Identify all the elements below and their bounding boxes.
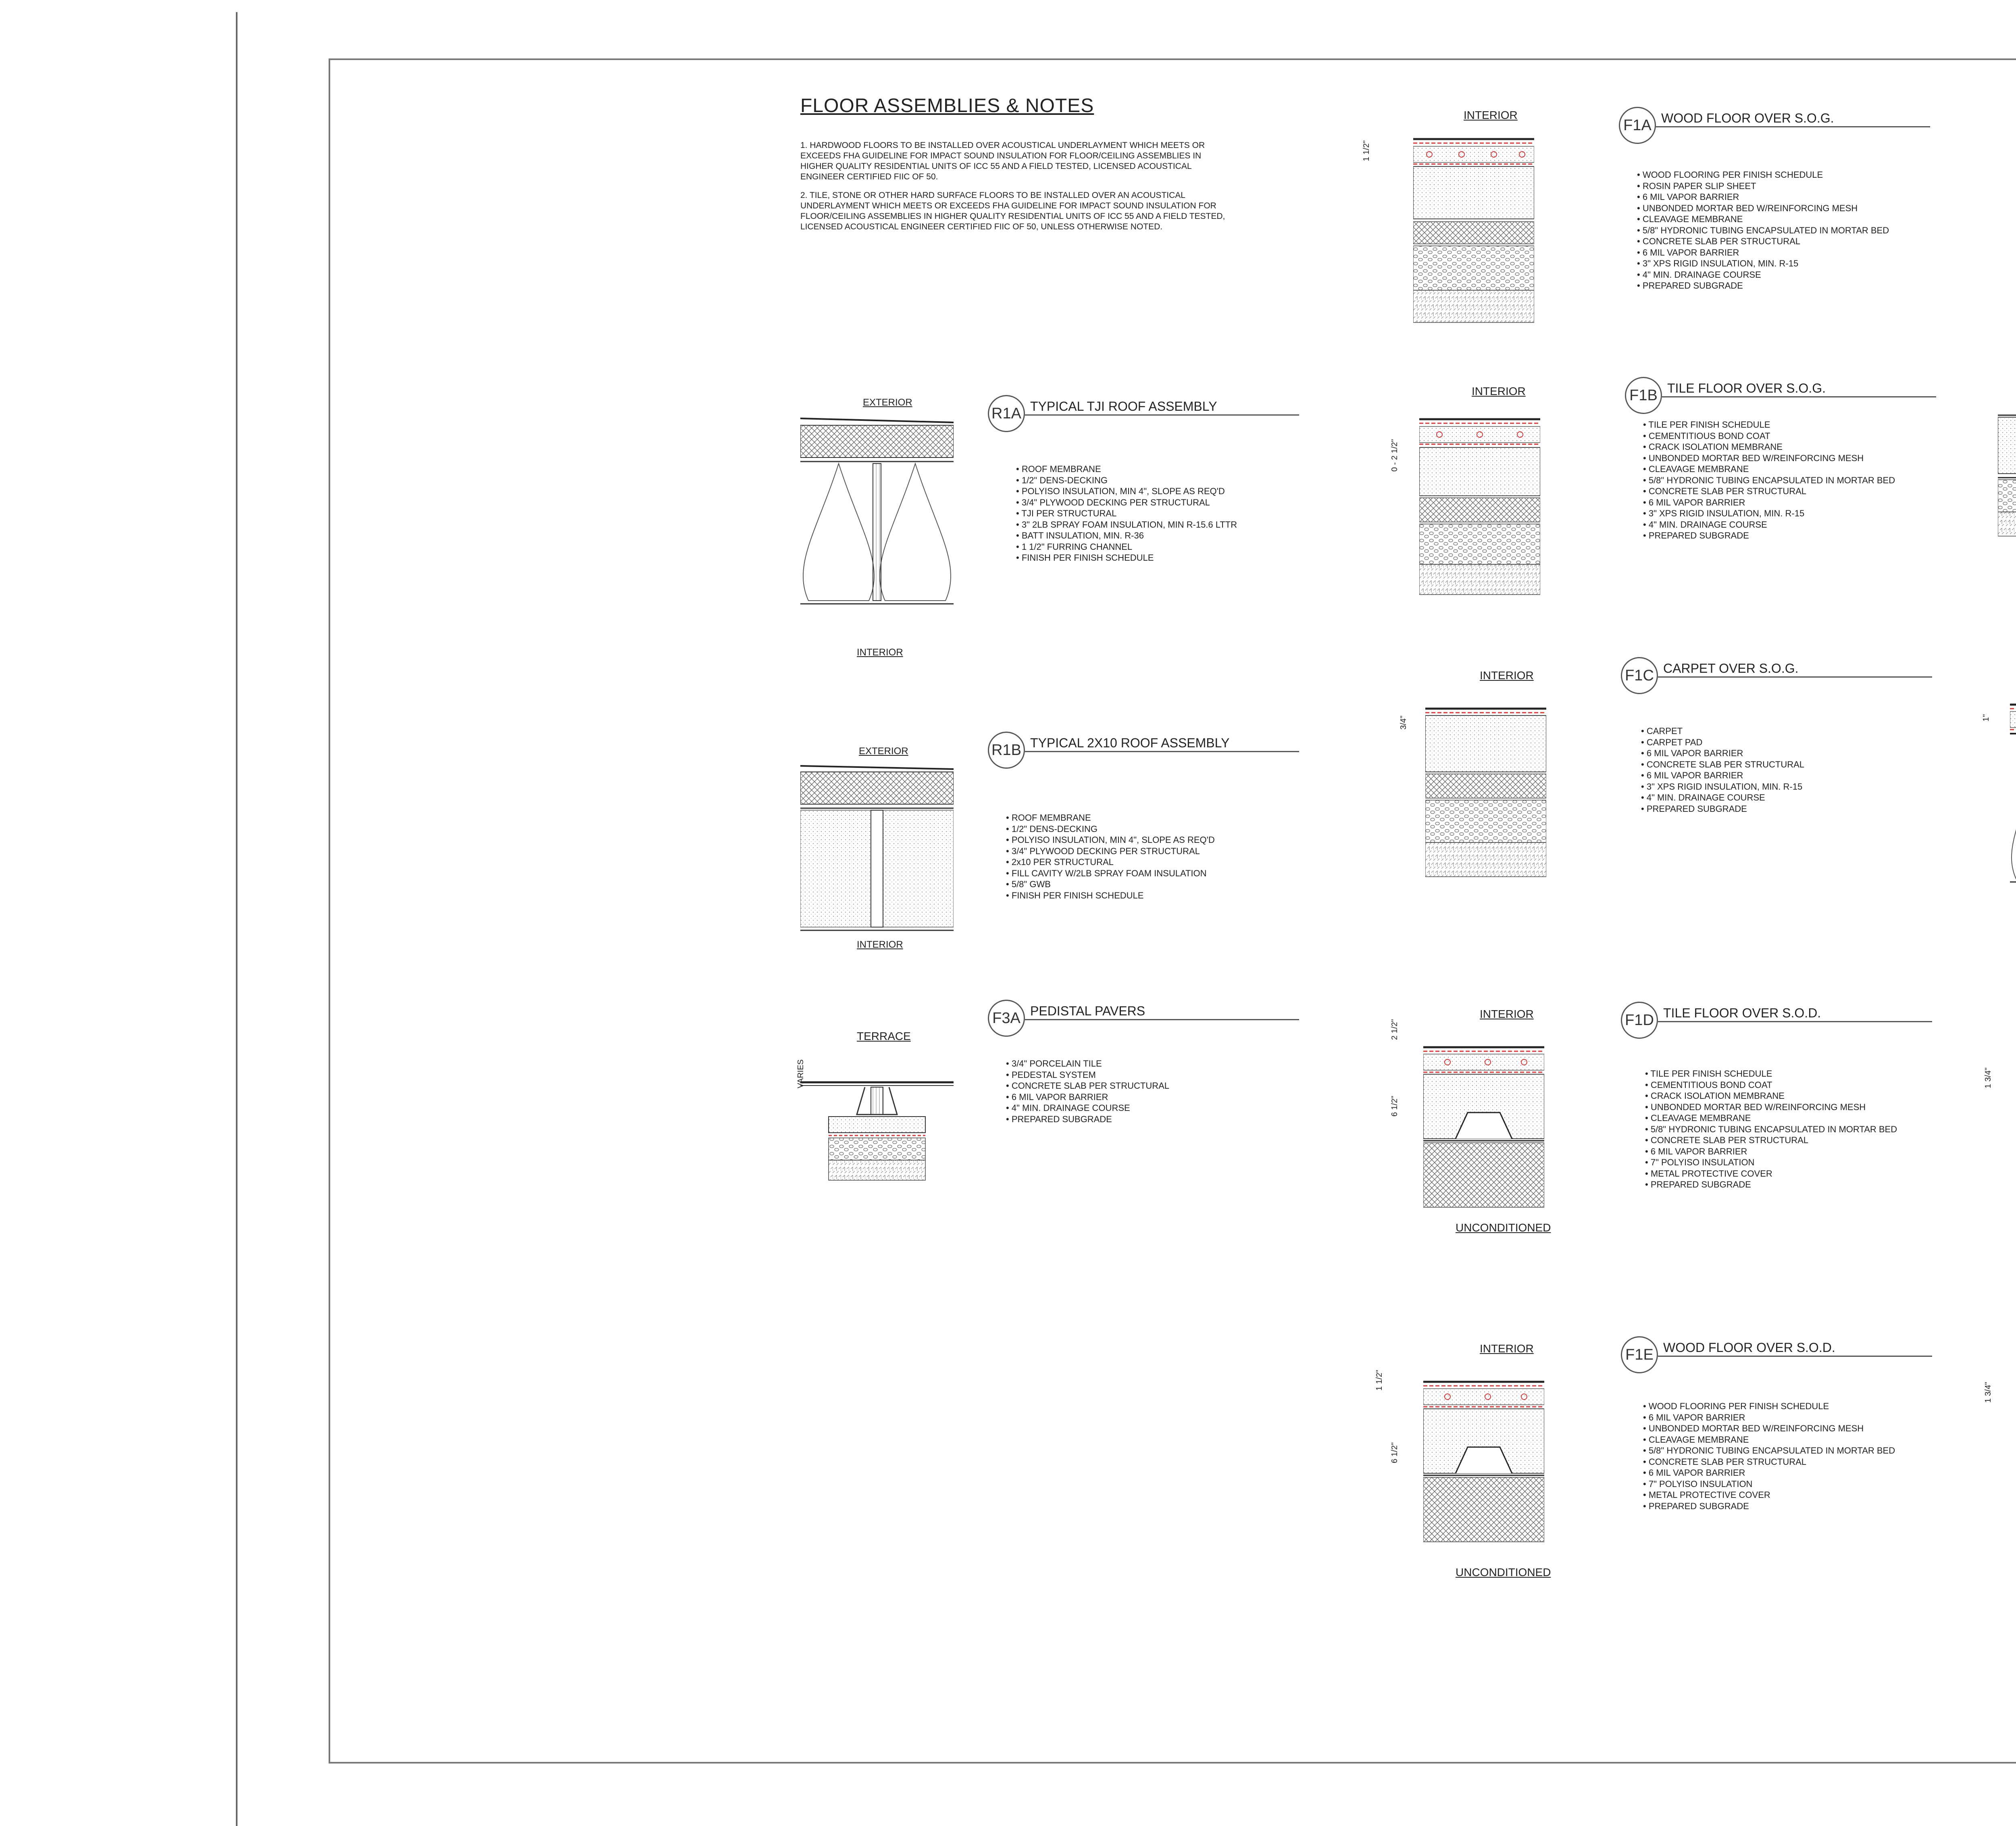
f1d-item: • 5/8" HYDRONIC TUBING ENCAPSULATED IN MORTAR BED [1645,1124,1897,1135]
f1c-item: • CARPET PAD [1641,737,1804,748]
f2b-dim: 1 3/4" [1984,1067,1993,1088]
f1b-item: • CEMENTITIOUS BOND COAT [1643,431,1895,442]
f1e-dim: 1 1/2" [1375,1370,1384,1391]
f1d-item: • CONCRETE SLAB PER STRUCTURAL [1645,1135,1897,1146]
f1d-dim2: 6 1/2" [1390,1096,1399,1117]
f3a-dim: VARIES [796,1059,805,1088]
f3a-header [988,1000,1310,1044]
f1f-section-drawing [1998,411,2016,540]
f1b-item: • 3" XPS RIGID INSULATION, MIN. R-15 [1643,508,1895,519]
f1d-header [1621,1002,1943,1046]
f1d-item: • 7" POLYISO INSULATION [1645,1157,1897,1168]
f1a-item: • PREPARED SUBGRADE [1637,280,1889,291]
f1d-item: • UNBONDED MORTAR BED W/REINFORCING MESH [1645,1102,1897,1113]
f1e-item: • METAL PROTECTIVE COVER [1643,1489,1895,1501]
f1c-tag: F1C [1621,657,1658,694]
f1b-item: • UNBONDED MORTAR BED W/REINFORCING MESH [1643,453,1895,464]
f1d-top-label: INTERIOR [1480,1008,1534,1020]
r1b-top-label: EXTERIOR [859,746,908,757]
r1b-item: • POLYISO INSULATION, MIN 4", SLOPE AS REQ'D [1006,834,1215,846]
f1b-rule [1662,396,1936,397]
f1c-item: • PREPARED SUBGRADE [1641,803,1804,815]
f1d-item: • CEMENTITIOUS BOND COAT [1645,1079,1897,1091]
f1d-item: • METAL PROTECTIVE COVER [1645,1168,1897,1179]
notes-title-left: FLOOR ASSEMBLIES & NOTES [800,95,1094,116]
f1d-item: • CRACK ISOLATION MEMBRANE [1645,1090,1897,1102]
f1d-list [1645,1068,1897,1190]
r1a-top-label: EXTERIOR [863,397,912,408]
f1a-item: • ROSIN PAPER SLIP SHEET [1637,181,1889,192]
note-item: 2. TILE, STONE OR OTHER HARD SURFACE FLOORS TO BE INSTALLED OVER AN ACOUSTICAL UNDERLAYMENT WHICH MEETS OR EXCEEDS FHA GUIDELINE FOR IMPACT SOUND INSULATION FOR FLOOR/CEILING ASSEMBLIES IN HIGHER QUALITY RESIDENTIAL UNITS OF ICC 55 AND A FIELD TESTED, LICENSED ACOUSTICAL ENGINEER CERTIFIED FIIC OF 50, UNLESS OTHERWISE NOTED. [800,191,1225,231]
f1a-item: • 6 MIL VAPOR BARRIER [1637,191,1889,203]
f1e-item: • CONCRETE SLAB PER STRUCTURAL [1643,1456,1895,1468]
f3a-rule [1025,1019,1299,1020]
f3a-item: • 6 MIL VAPOR BARRIER [1006,1092,1169,1103]
f1b-item: • CRACK ISOLATION MEMBRANE [1643,441,1895,453]
f1e-bottom-label: UNCONDITIONED [1456,1566,1551,1579]
f1a-item: • 5/8" HYDRONIC TUBING ENCAPSULATED IN MORTAR BED [1637,225,1889,236]
r1a-rule [1025,414,1299,416]
f1c-item: • CONCRETE SLAB PER STRUCTURAL [1641,759,1804,770]
f1b-item: • PREPARED SUBGRADE [1643,530,1895,541]
f1a-item: • 3" XPS RIGID INSULATION, MIN. R-15 [1637,258,1889,269]
r1a-item: • TJI PER STRUCTURAL [1016,508,1237,519]
f1a-dim: 1 1/2" [1362,140,1371,161]
r1b-list [1006,812,1215,901]
f2a-section-drawing [2010,701,2016,891]
notes-left [800,140,1236,240]
r1b-title: TYPICAL 2X10 ROOF ASSEMBLY [1030,736,1230,750]
f1d-item: • PREPARED SUBGRADE [1645,1179,1897,1190]
f1a-item: • 6 MIL VAPOR BARRIER [1637,247,1889,258]
f1d-bottom-label: UNCONDITIONED [1456,1221,1551,1234]
f3a-item: • CONCRETE SLAB PER STRUCTURAL [1006,1080,1169,1092]
f1e-list [1643,1401,1895,1512]
f1b-section-drawing [1419,415,1540,601]
f1b-dim: 0 - 2 1/2" [1390,439,1399,472]
f3a-item: • 4" MIN. DRAINAGE COURSE [1006,1102,1169,1114]
f1e-section-drawing [1423,1379,1544,1548]
f1b-top-label: INTERIOR [1472,385,1526,397]
f1c-top-label: INTERIOR [1480,669,1534,682]
r1a-item: • BATT INSULATION, MIN. R-36 [1016,530,1237,541]
r1b-section-drawing [800,762,954,935]
f1a-top-label: INTERIOR [1464,109,1518,121]
note-item: 1. HARDWOOD FLOORS TO BE INSTALLED OVER ACOUSTICAL UNDERLAYMENT WHICH MEETS OR EXCEEDS FHA GUIDELINE FOR IMPACT SOUND INSULATION FOR FLOOR/CEILING ASSEMBLIES IN HIGHER QUALITY RESIDENTIAL UNITS OF ICC 55 AND A FIELD TESTED, LICENSED ACOUSTICAL ENGINEER CERTIFIED FIIC OF 50. [800,141,1205,181]
f1a-item: • UNBONDED MORTAR BED W/REINFORCING MESH [1637,203,1889,214]
r1a-item: • 1 1/2" FURRING CHANNEL [1016,541,1237,553]
f1b-item: • CLEAVAGE MEMBRANE [1643,464,1895,475]
f3a-item: • PREPARED SUBGRADE [1006,1114,1169,1125]
r1b-bottom-label: INTERIOR [857,939,903,950]
f1a-title: WOOD FLOOR OVER S.O.G. [1661,111,1834,125]
r1a-item: • FINISH PER FINISH SCHEDULE [1016,552,1237,564]
r1a-bottom-label: INTERIOR [857,647,903,658]
f1c-rule [1658,676,1932,678]
f1e-item: • 6 MIL VAPOR BARRIER [1643,1412,1895,1423]
f1c-item: • 6 MIL VAPOR BARRIER [1641,748,1804,759]
f1c-item: • 3" XPS RIGID INSULATION, MIN. R-15 [1641,781,1804,792]
f1a-section-drawing [1413,131,1534,329]
f1e-item: • 6 MIL VAPOR BARRIER [1643,1467,1895,1479]
f3a-section-drawing [800,1050,954,1187]
f1e-item: • 7" POLYISO INSULATION [1643,1479,1895,1490]
f1a-list [1637,169,1889,291]
f1e-item: • PREPARED SUBGRADE [1643,1501,1895,1512]
f1e-item: • UNBONDED MORTAR BED W/REINFORCING MESH [1643,1423,1895,1434]
f1e-header [1621,1336,1943,1381]
f1c-item: • 4" MIN. DRAINAGE COURSE [1641,792,1804,803]
f1a-rule [1656,126,1930,127]
f1e-title: WOOD FLOOR OVER S.O.D. [1663,1340,1835,1355]
f1c-item: • 6 MIL VAPOR BARRIER [1641,770,1804,781]
f1d-item: • TILE PER FINISH SCHEDULE [1645,1068,1897,1079]
r1a-list [1016,464,1237,564]
f1c-title: CARPET OVER S.O.G. [1663,661,1799,676]
f1d-item: • 6 MIL VAPOR BARRIER [1645,1146,1897,1157]
f1d-dim: 2 1/2" [1390,1019,1399,1040]
f2a-dim: 1" [1982,714,1991,722]
r1a-header [988,395,1310,439]
f3a-title: PEDISTAL PAVERS [1030,1004,1145,1018]
f1e-rule [1658,1356,1932,1357]
r1b-item: • 5/8" GWB [1006,879,1215,890]
f1a-item: • 4" MIN. DRAINAGE COURSE [1637,269,1889,281]
f1e-item: • CLEAVAGE MEMBRANE [1643,1434,1895,1445]
f1d-tag: F1D [1621,1002,1658,1039]
r1b-item: • 1/2" DENS-DECKING [1006,824,1215,835]
r1b-item: • 2x10 PER STRUCTURAL [1006,857,1215,868]
f1b-item: • TILE PER FINISH SCHEDULE [1643,419,1895,431]
f2c-dim: 1 3/4" [1984,1382,1993,1403]
r1a-item: • 3/4" PLYWOOD DECKING PER STRUCTURAL [1016,497,1237,508]
f1a-tag: F1A [1619,107,1656,144]
f1b-list [1643,419,1895,541]
f3a-item: • 3/4" PORCELAIN TILE [1006,1058,1169,1069]
f1c-section-drawing [1425,705,1546,883]
f1b-item: • 4" MIN. DRAINAGE COURSE [1643,519,1895,530]
r1a-tag: R1A [988,395,1025,432]
f1a-header [1619,107,1941,151]
r1b-rule [1025,751,1299,752]
f1d-section-drawing [1423,1044,1544,1213]
r1a-item: • 3" 2LB SPRAY FOAM INSULATION, MIN R-15.6 LTTR [1016,519,1237,530]
f1d-item: • CLEAVAGE MEMBRANE [1645,1113,1897,1124]
f1e-top-label: INTERIOR [1480,1342,1534,1355]
f1c-header [1621,657,1943,701]
f1b-header [1625,377,1947,421]
r1b-item: • FINISH PER FINISH SCHEDULE [1006,890,1215,901]
f1a-item: • CONCRETE SLAB PER STRUCTURAL [1637,236,1889,247]
f3a-item: • PEDESTAL SYSTEM [1006,1069,1169,1081]
r1a-item: • POLYISO INSULATION, MIN 4", SLOPE AS REQ'D [1016,486,1237,497]
f1c-list [1641,726,1804,814]
f1e-dim2: 6 1/2" [1390,1442,1399,1463]
r1a-section-drawing [800,411,954,613]
r1b-item: • ROOF MEMBRANE [1006,812,1215,824]
f1b-item: • 5/8" HYDRONIC TUBING ENCAPSULATED IN MORTAR BED [1643,475,1895,486]
f1e-item: • WOOD FLOORING PER FINISH SCHEDULE [1643,1401,1895,1412]
f1c-item: • CARPET [1641,726,1804,737]
f1d-title: TILE FLOOR OVER S.O.D. [1663,1006,1821,1020]
f3a-list [1006,1058,1169,1125]
r1b-item: • FILL CAVITY W/2LB SPRAY FOAM INSULATION [1006,868,1215,879]
r1b-header [988,732,1310,776]
f1b-title: TILE FLOOR OVER S.O.G. [1667,381,1826,395]
f3a-top-label: TERRACE [857,1030,911,1042]
f1b-item: • CONCRETE SLAB PER STRUCTURAL [1643,486,1895,497]
f1b-tag: F1B [1625,377,1662,414]
r1b-item: • 3/4" PLYWOOD DECKING PER STRUCTURAL [1006,846,1215,857]
r1b-tag: R1B [988,732,1025,769]
f3a-tag: F3A [988,1000,1025,1037]
f1a-item: • CLEAVAGE MEMBRANE [1637,214,1889,225]
r1a-item: • 1/2" DENS-DECKING [1016,475,1237,486]
r1a-title: TYPICAL TJI ROOF ASSEMBLY [1030,399,1217,414]
r1a-item: • ROOF MEMBRANE [1016,464,1237,475]
f1b-item: • 6 MIL VAPOR BARRIER [1643,497,1895,508]
f1a-item: • WOOD FLOORING PER FINISH SCHEDULE [1637,169,1889,181]
f1d-rule [1658,1021,1932,1022]
f1e-item: • 5/8" HYDRONIC TUBING ENCAPSULATED IN MORTAR BED [1643,1445,1895,1456]
f1c-dim: 3/4" [1399,715,1408,730]
f1e-tag: F1E [1621,1336,1658,1373]
